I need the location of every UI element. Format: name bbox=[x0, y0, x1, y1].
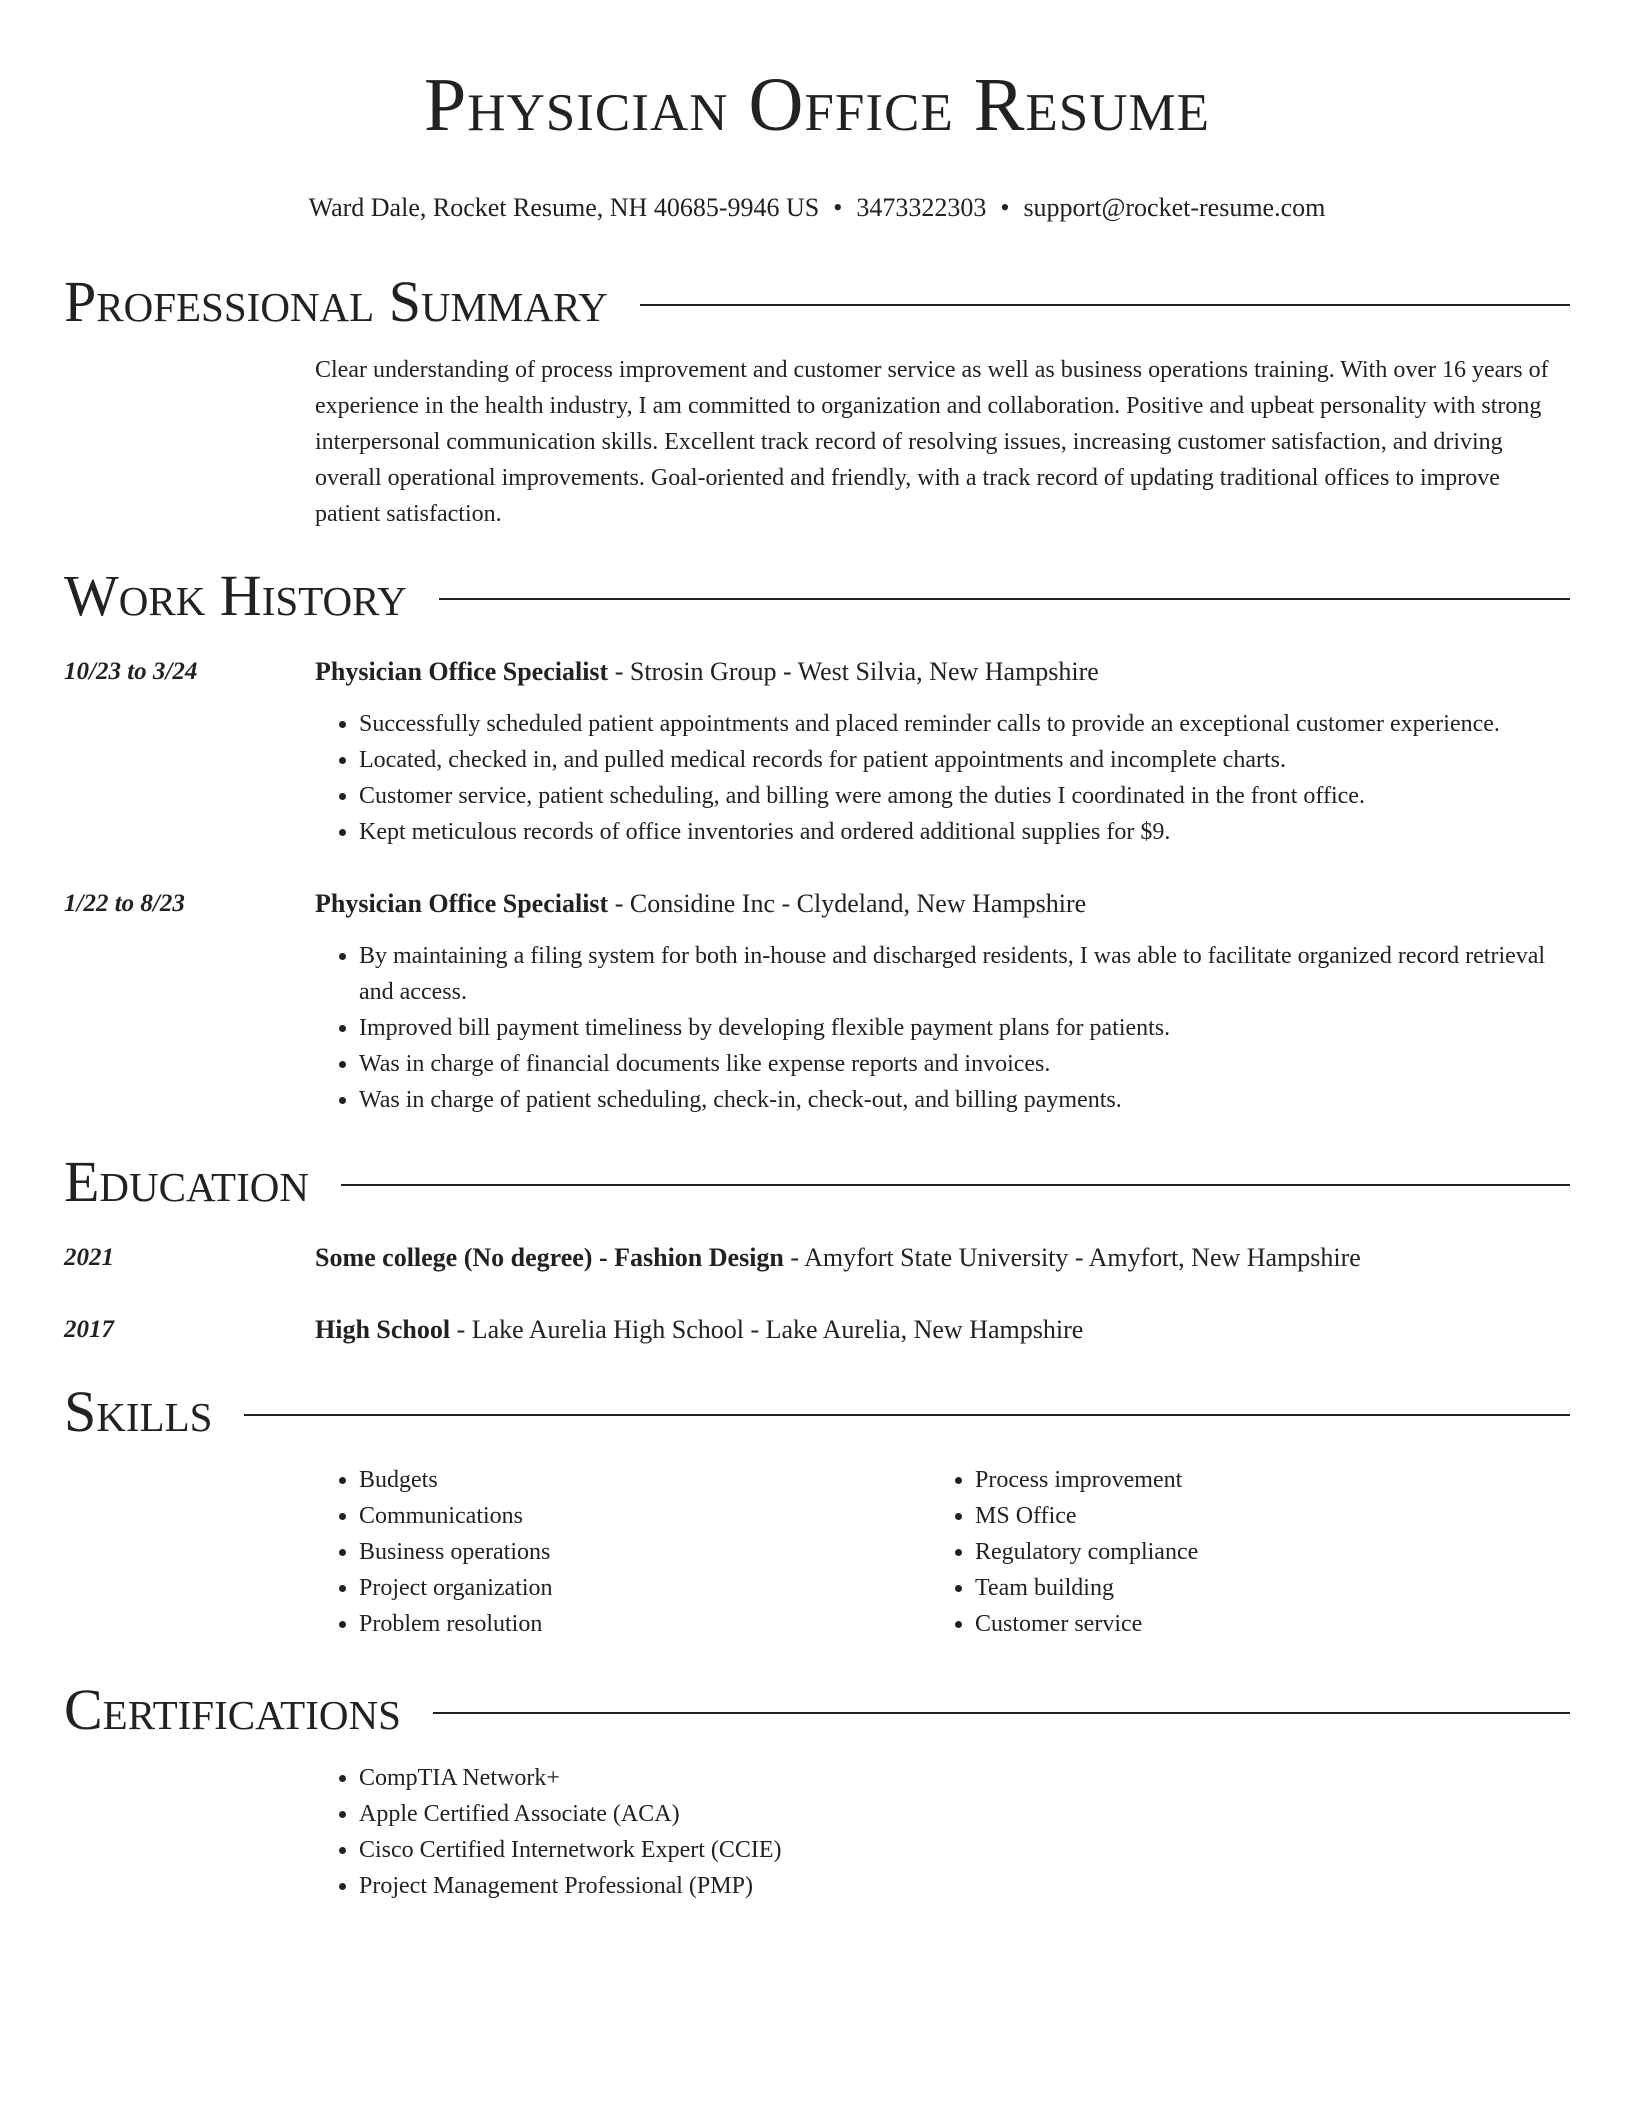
contact-separator: • bbox=[1000, 193, 1010, 222]
work-headline bbox=[315, 886, 1570, 922]
summary-heading: Professional Summary bbox=[64, 269, 608, 334]
work-entry bbox=[64, 654, 1570, 850]
education-section-header bbox=[64, 1148, 1570, 1216]
certification-item: • CompTIA Network+ bbox=[359, 1760, 1570, 1796]
contact-line bbox=[64, 190, 1570, 226]
section-divider bbox=[433, 1712, 1570, 1714]
job-employer-location: - Strosin Group - West Silvia, New Hampshire bbox=[608, 657, 1099, 686]
certification-item: • Project Management Professional (PMP) bbox=[359, 1868, 1570, 1904]
certifications-heading: Certifications bbox=[64, 1677, 401, 1742]
education-degree: High School bbox=[315, 1315, 451, 1344]
section-divider bbox=[244, 1414, 1570, 1416]
contact-separator: • bbox=[833, 193, 843, 222]
job-employer-location: - Considine Inc - Clydeland, New Hampshire bbox=[608, 889, 1087, 918]
work-dates: 10/23 to 3/24 bbox=[64, 658, 198, 685]
skill-item: • Regulatory compliance bbox=[975, 1534, 1547, 1570]
job-title: Physician Office Specialist bbox=[315, 657, 609, 686]
certification-item: • Cisco Certified Internetwork Expert (CCIE) bbox=[359, 1832, 1570, 1868]
skill-item: • Customer service bbox=[975, 1606, 1547, 1642]
education-entry bbox=[64, 1240, 1570, 1276]
skill-item: • Business operations bbox=[359, 1534, 931, 1570]
contact-address: Ward Dale, Rocket Resume, NH 40685-9946 US bbox=[308, 193, 820, 222]
work-bullets bbox=[315, 938, 1570, 1118]
section-divider bbox=[341, 1184, 1570, 1186]
work-bullet: • Was in charge of patient scheduling, check-in, check-out, and billing payments. bbox=[359, 1082, 1570, 1118]
work-body bbox=[315, 886, 1570, 1118]
skills-section-header bbox=[64, 1378, 1570, 1446]
work-dates: 1/22 to 8/23 bbox=[64, 890, 185, 917]
summary-section-header bbox=[64, 268, 1570, 336]
certifications-section-header bbox=[64, 1676, 1570, 1744]
work-bullet: • By maintaining a filing system for both in-house and discharged residents, I was able to facilitate organized record retrieval and access. bbox=[359, 938, 1570, 1010]
education-headline bbox=[315, 1312, 1083, 1348]
work-body bbox=[315, 654, 1570, 850]
work-bullet: • Was in charge of financial documents like expense reports and invoices. bbox=[359, 1046, 1570, 1082]
skill-item: • Problem resolution bbox=[359, 1606, 931, 1642]
contact-phone: 3473322303 bbox=[856, 193, 987, 222]
contact-email: support@rocket-resume.com bbox=[1023, 193, 1326, 222]
work-bullets bbox=[315, 706, 1570, 850]
certifications-list bbox=[315, 1760, 1570, 1904]
education-heading: Education bbox=[64, 1149, 309, 1214]
skill-item: • MS Office bbox=[975, 1498, 1547, 1534]
skills-column-left bbox=[315, 1462, 931, 1642]
education-year: 2017 bbox=[64, 1316, 114, 1343]
education-entry bbox=[64, 1312, 1570, 1348]
skill-item: • Project organization bbox=[359, 1570, 931, 1606]
skill-item: • Communications bbox=[359, 1498, 931, 1534]
education-degree: Some college (No degree) - Fashion Design bbox=[315, 1243, 784, 1272]
resume-title: Physician Office Resume bbox=[423, 63, 1211, 147]
section-divider bbox=[439, 598, 1570, 600]
education-school: - Amyfort State University - Amyfort, New Hampshire bbox=[783, 1243, 1361, 1272]
certifications-items bbox=[315, 1760, 1570, 1904]
skill-item: • Budgets bbox=[359, 1462, 931, 1498]
skills-list bbox=[315, 1462, 1570, 1642]
work-bullet: • Successfully scheduled patient appointments and placed reminder calls to provide an exceptional customer experience. bbox=[359, 706, 1570, 742]
summary-text: Clear understanding of process improvement and customer service as well as business operations training. With over 16 years of experience in the health industry, I am committed to organization and collaboration. Positive and upbeat personality with strong interpersonal communication skills. Excellent track record of resolving issues, increasing customer satisfaction, and driving overall operational improvements. Goal-oriented and friendly, with a track record of updating traditional offices to improve patient satisfaction. bbox=[315, 357, 1549, 527]
work-bullet: • Customer service, patient scheduling, and billing were among the duties I coordinated in the front office. bbox=[359, 778, 1570, 814]
resume-page bbox=[64, 60, 1570, 1904]
job-title: Physician Office Specialist bbox=[315, 889, 609, 918]
skill-item: • Process improvement bbox=[975, 1462, 1547, 1498]
work-bullet: • Located, checked in, and pulled medical records for patient appointments and incomplete charts. bbox=[359, 742, 1570, 778]
skills-column-right bbox=[931, 1462, 1547, 1642]
education-year: 2021 bbox=[64, 1244, 114, 1271]
work-bullet: • Improved bill payment timeliness by developing flexible payment plans for patients. bbox=[359, 1010, 1570, 1046]
education-school: - Lake Aurelia High School - Lake Aurelia, New Hampshire bbox=[450, 1315, 1084, 1344]
education-headline bbox=[315, 1240, 1361, 1276]
work-section-header bbox=[64, 562, 1570, 630]
work-headline bbox=[315, 654, 1570, 690]
work-bullet: • Kept meticulous records of office inventories and ordered additional supplies for $9. bbox=[359, 814, 1570, 850]
work-heading: Work History bbox=[64, 563, 407, 628]
section-divider bbox=[640, 304, 1570, 306]
certification-item: • Apple Certified Associate (ACA) bbox=[359, 1796, 1570, 1832]
skills-heading: Skills bbox=[64, 1379, 213, 1444]
work-entry bbox=[64, 886, 1570, 1118]
skill-item: • Team building bbox=[975, 1570, 1547, 1606]
